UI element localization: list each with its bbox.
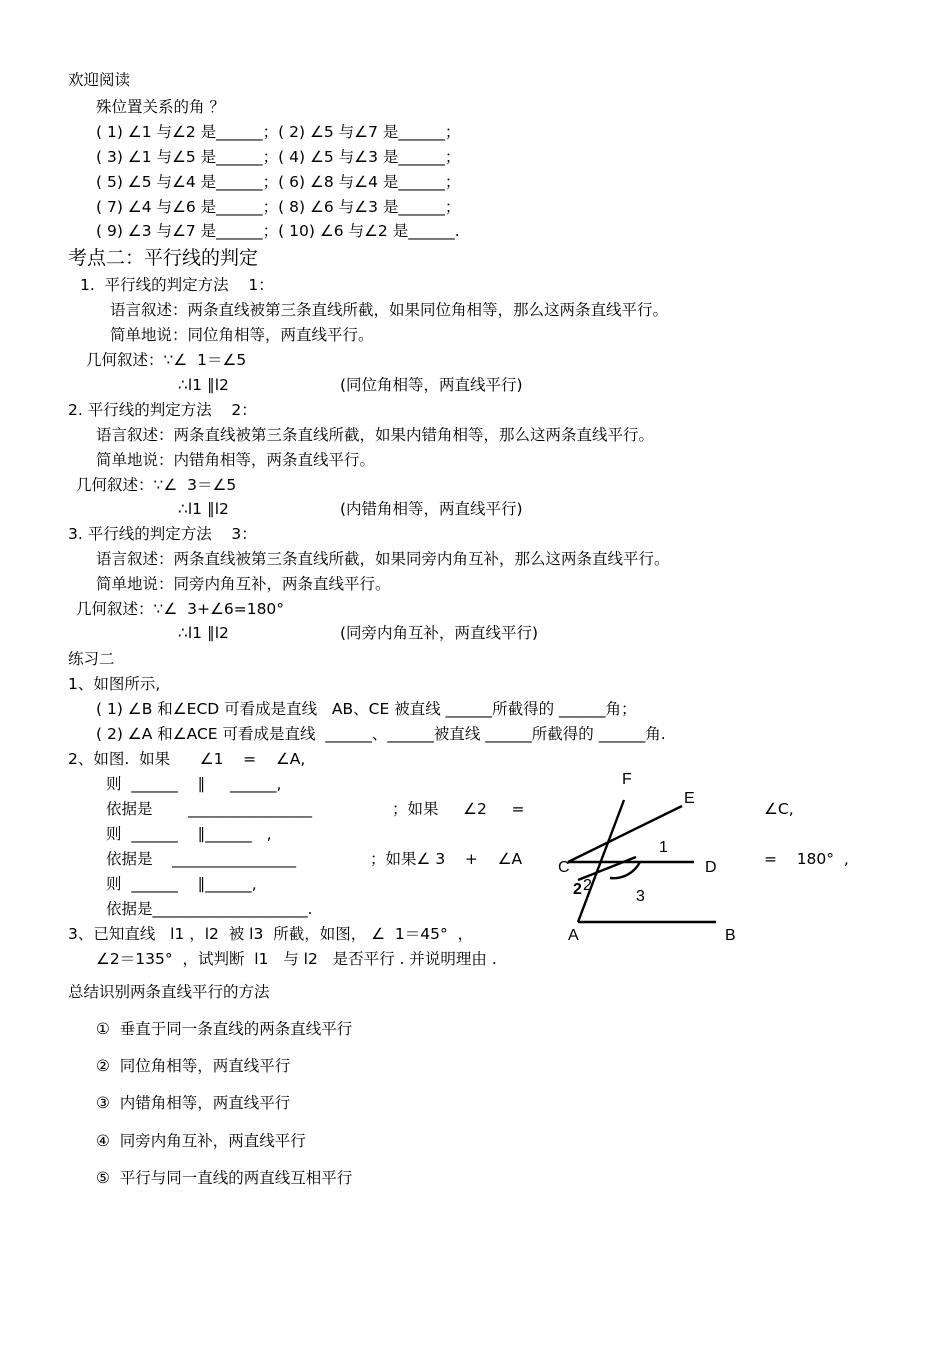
angle-row: ( 9) ∠3 与∠7 是______；( 10) ∠6 与∠2 是______. <box>96 222 460 240</box>
label-angle-2: 2 <box>583 877 592 894</box>
question-line: 则 ______ ∥ ______, <box>106 775 282 793</box>
summary-item: ② 同位角相等，两直线平行 <box>96 1057 291 1075</box>
method-statement: 语言叙述：两条直线被第三条直线所截，如果内错角相等，那么这两条直线平行。 <box>96 426 655 444</box>
question-stem: 1、如图所示, <box>68 675 161 693</box>
method-geometry: 几何叙述：∵∠ 3+∠6=180° <box>76 600 285 618</box>
kaodian-title: 考点二：平行线的判定 <box>68 247 259 269</box>
method-title: 1. 平行线的判定方法 1： <box>80 276 274 294</box>
label-b: B <box>725 927 736 944</box>
method-title: 3. 平行线的判定方法 3： <box>68 525 257 543</box>
question-line: ∠2＝135° ，试判断 l1 与 l2 是否平行 . 并说明理由 . <box>96 950 497 968</box>
summary-item: ④ 同旁内角互补，两直线平行 <box>96 1132 306 1150</box>
method-geometry: 几何叙述：∵∠ 3＝∠5 <box>76 476 237 494</box>
label-d: D <box>705 859 717 876</box>
summary-item: ⑤ 平行与同一直线的两直线互相平行 <box>96 1169 353 1187</box>
angle-row: ( 3) ∠1 与∠5 是______；( 4) ∠5 与∠3 是______； <box>96 148 461 166</box>
question-line: 则 ______ ∥______ , <box>106 825 272 843</box>
method-reason: (同位角相等，两直线平行) <box>340 376 523 394</box>
question-stem: 2、如图. 如果 ∠1 = ∠A, <box>68 750 306 768</box>
section-title: 殊位置关系的角 ？ <box>96 98 225 116</box>
summary-item: ① 垂直于同一条直线的两条直线平行 <box>96 1020 353 1038</box>
question-line: 依据是 <box>106 850 153 868</box>
question-line: ；如果 ∠2 = <box>392 800 525 818</box>
answer-blank: ________________ <box>172 850 296 868</box>
label-angle-2-bold: 2 <box>573 881 582 898</box>
label-f: F <box>622 771 632 788</box>
method-statement: 语言叙述：两条直线被第三条直线所截，如果同旁内角互补，那么这两条直线平行。 <box>96 550 670 568</box>
summary-item: ③ 内错角相等，两直线平行 <box>96 1094 291 1112</box>
method-title: 2. 平行线的判定方法 2： <box>68 401 257 419</box>
geometry-figure <box>548 762 748 952</box>
angle-row: ( 1) ∠1 与∠2 是______；( 2) ∠5 与∠7 是______； <box>96 123 461 141</box>
method-short: 简单地说：同旁内角互补，两条直线平行。 <box>96 575 391 593</box>
method-statement: 语言叙述：两条直线被第三条直线所截，如果同位角相等，那么这两条直线平行。 <box>110 301 669 319</box>
question-line: 则 ______ ∥______, <box>106 875 257 893</box>
question-line: 依据是 <box>106 800 153 818</box>
answer-blank: ________________ <box>188 800 312 818</box>
label-e: E <box>684 790 695 807</box>
label-angle-1: 1 <box>659 839 668 856</box>
method-conclusion: ∴l1 ∥l2 <box>178 500 229 518</box>
question-line: ∠C, <box>764 800 794 818</box>
method-reason: (同旁内角互补，两直线平行) <box>340 624 539 642</box>
method-conclusion: ∴l1 ∥l2 <box>178 376 229 394</box>
label-angle-3: 3 <box>636 888 645 905</box>
method-short: 简单地说：同位角相等，两直线平行。 <box>110 326 374 344</box>
question-line: 依据是____________________. <box>106 900 313 918</box>
angle-row: ( 5) ∠5 与∠4 是______；( 6) ∠8 与∠4 是______； <box>96 173 461 191</box>
page-header: 欢迎阅读 <box>68 71 131 89</box>
question-line: ；如果∠ 3 + ∠A <box>370 850 523 868</box>
label-c: C <box>558 859 570 876</box>
label-a: A <box>568 927 579 944</box>
question-stem: 3、已知直线 l1 ，l2 被 l3 所截，如图， ∠ 1＝45° ， <box>68 925 474 943</box>
summary-title: 总结识别两条直线平行的方法 <box>68 983 270 1001</box>
method-short: 简单地说：内错角相等，两条直线平行。 <box>96 451 376 469</box>
exercise-title: 练习二 <box>68 650 115 668</box>
method-reason: (内错角相等，两直线平行) <box>340 500 523 518</box>
method-geometry: 几何叙述：∵∠ 1＝∠5 <box>86 351 247 369</box>
question-part: ( 2) ∠A 和∠ACE 可看成是直线 ______、______被直线 ______所截得的 ______角. <box>96 725 666 743</box>
question-line: = 180° , <box>764 850 849 868</box>
method-conclusion: ∴l1 ∥l2 <box>178 624 229 642</box>
question-part: ( 1) ∠B 和∠ECD 可看成是直线 AB、CE 被直线 ______所截得的 ______角； <box>96 700 637 718</box>
angle-row: ( 7) ∠4 与∠6 是______；( 8) ∠6 与∠3 是______； <box>96 198 461 216</box>
